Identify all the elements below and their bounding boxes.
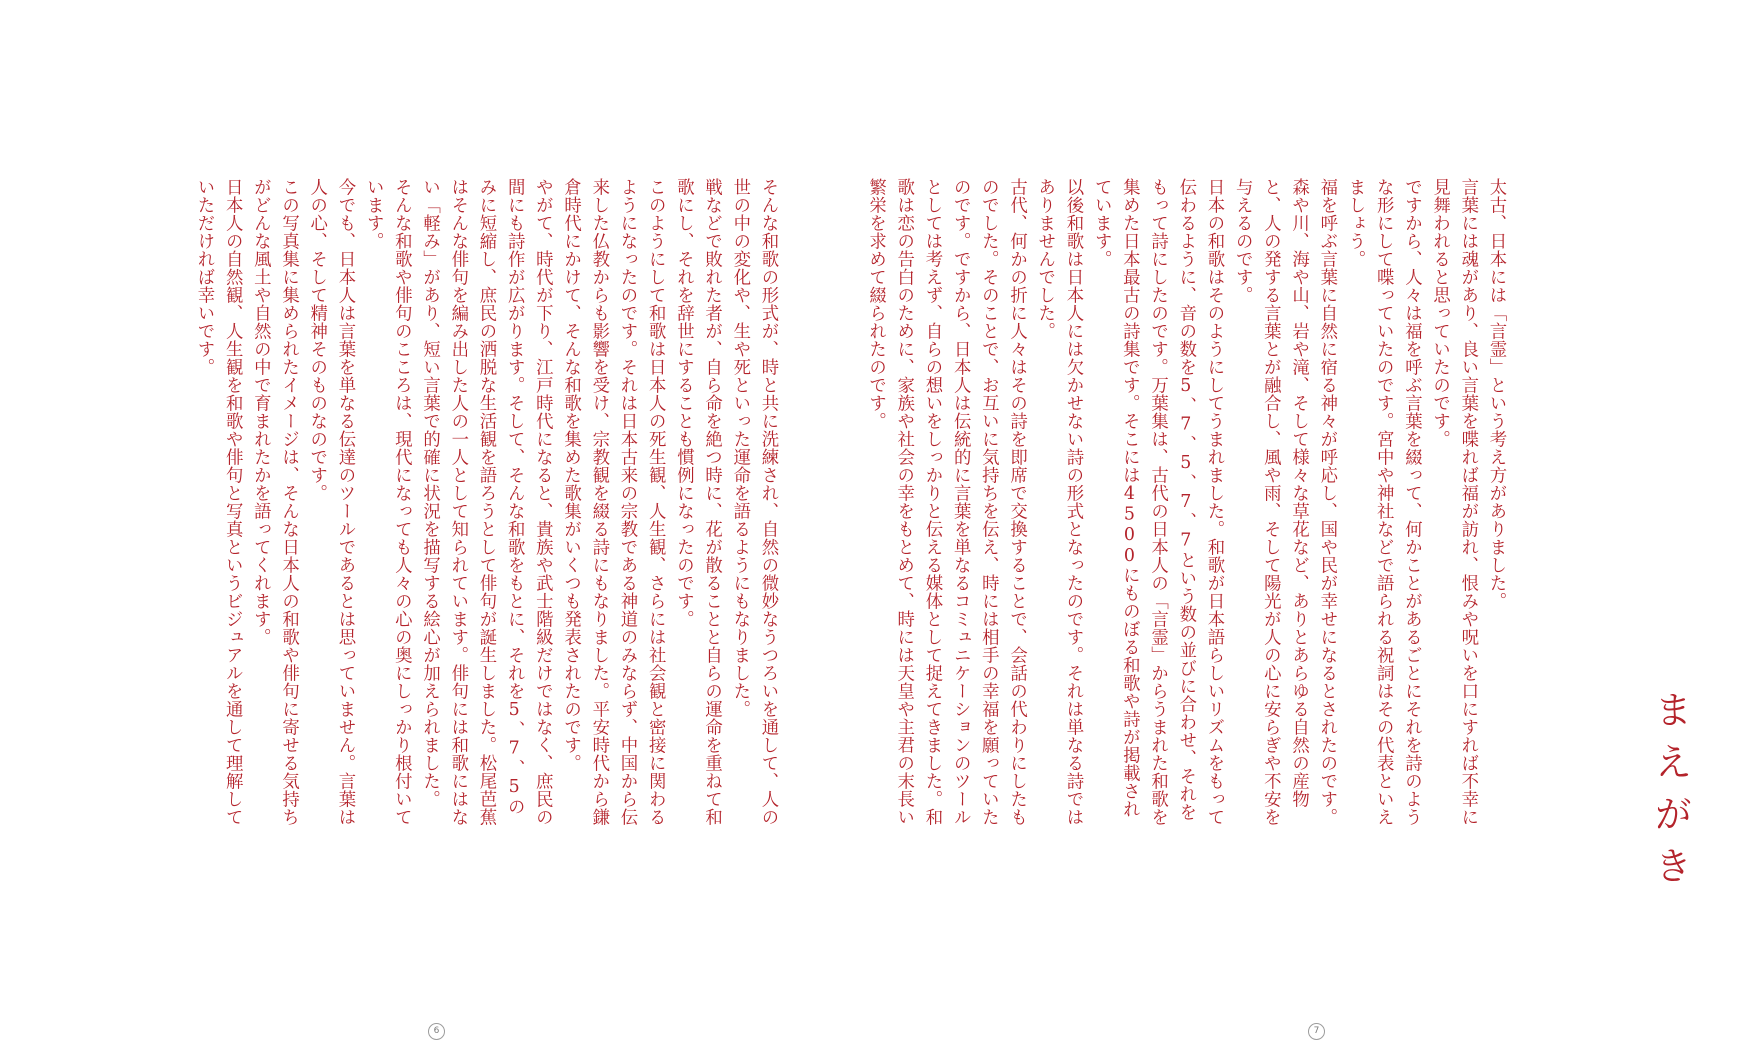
paragraph: そんな和歌の形式が、時と共に洗練され、自然の微妙なうつろいを通して、人の世の中の変化や、生や死といった運命を語るようにもなりました。 戦などで敗れた者が、自ら命を絶つ時に、花が散ることと自らの運命を重ねて和歌にし、それを辞世にすることも慣例になったのです。	[673, 178, 778, 826]
chapter-title: まえがき	[1648, 690, 1692, 898]
paragraph: 以後和歌は日本人には欠かせない詩の形式となったのです。それは単なる詩ではありませんでした。	[1034, 178, 1083, 826]
page-number: 6	[428, 1023, 445, 1040]
right-page-body	[865, 178, 1510, 833]
paragraph: 日本の和歌はそのようにしてうまれました。和歌が日本語らしいリズムをもって伝わるように、音の数を5、7、5、7、7という数の並びに合わせ、それをもって詩にしたのです。万葉集は、古代の日本人の「言霊」からうまれた和歌を集めた日本最古の詩集です。そこには4500にものぼる和歌や詩が掲載されています。	[1091, 178, 1224, 826]
page-number: 7	[1308, 1023, 1325, 1040]
paragraph: 福を呼ぶ言葉に自然に宿る神々が呼応し、国や民が幸せになるとされたのです。森や川、海や山、岩や滝、そして様々な草花など、ありとあらゆる自然の産物と、人の発する言葉とが融合し、風や雨、そして陽光が人の心に安らぎや不安を与えるのです。	[1232, 178, 1337, 826]
paragraph: このようにして和歌は日本人の死生観、人生観、さらには社会観と密接に関わるようになったのです。それは日本古来の宗教である神道のみならず、中国から伝来した仏教からも影響を受け、宗教観を綴る詩にもなりました。平安時代から鎌倉時代にかけて、そんな和歌を集めた歌集がいくつも発表されたのです。	[560, 178, 666, 826]
paragraph: 太古、日本には「言霊」という考え方がありました。 言葉には魂があり、良い言葉を喋れば福が訪れ、恨みや呪いを口にすれば不幸に見舞われると思っていたのです。 ですから、人々は福を呼ぶ言葉を綴って、何かことがあるごとにそれを詩のような形にして喋っていたのです。宮中や神社などで語られる祝詞はその代表といえましょう。	[1344, 178, 1506, 826]
left-page-body	[82, 178, 782, 833]
paragraph: やがて、時代が下り、江戸時代になると、貴族や武士階級だけではなく、庶民の間にも詩作が広がります。そして、そんな和歌をもとに、それを5、7、5のみに短縮し、庶民の洒脱な生活観を語ろうとして俳句が誕生しました。松尾芭蕉はそんな俳句を編み出した人の一人として知られています。俳句には和歌にはない「軽み」があり、短い言葉で的確に状況を描写する絵心が加えられました。	[419, 178, 553, 826]
paragraph: この写真集に集められたイメージは、そんな日本人の和歌や俳句に寄せる気持ちがどんな風土や自然の中で育まれたかを語ってくれます。 日本人の自然観、人生観を和歌や俳句と写真というビジュアルを通して理解していただければ幸いです。	[193, 178, 299, 826]
right-page	[865, 0, 1749, 1063]
left-page	[0, 0, 874, 1063]
paragraph: 古代、何かの折に人々はその詩を即席で交換することで、会話の代わりにしたものでした。そのことで、お互いに気持ちを伝え、時には相手の幸福を願っていたのです。ですから、日本人は伝統的に言葉を単なるコミュニケーションのツールとしては考えず、自らの想いをしっかりと伝える媒体として捉えてきました。和歌は恋の告白のために、家族や社会の幸をもとめて、時には天皇や主君の末長い繁栄を求めて綴られたのです。	[865, 178, 1027, 826]
paragraph: そんな和歌や俳句のこころは、現代になっても人々の心の奥にしっかり根付いています。 今でも、日本人は言葉を単なる伝達のツールであるとは思っていません。言葉は人の心、そして精神そのものなのです。	[306, 178, 412, 826]
